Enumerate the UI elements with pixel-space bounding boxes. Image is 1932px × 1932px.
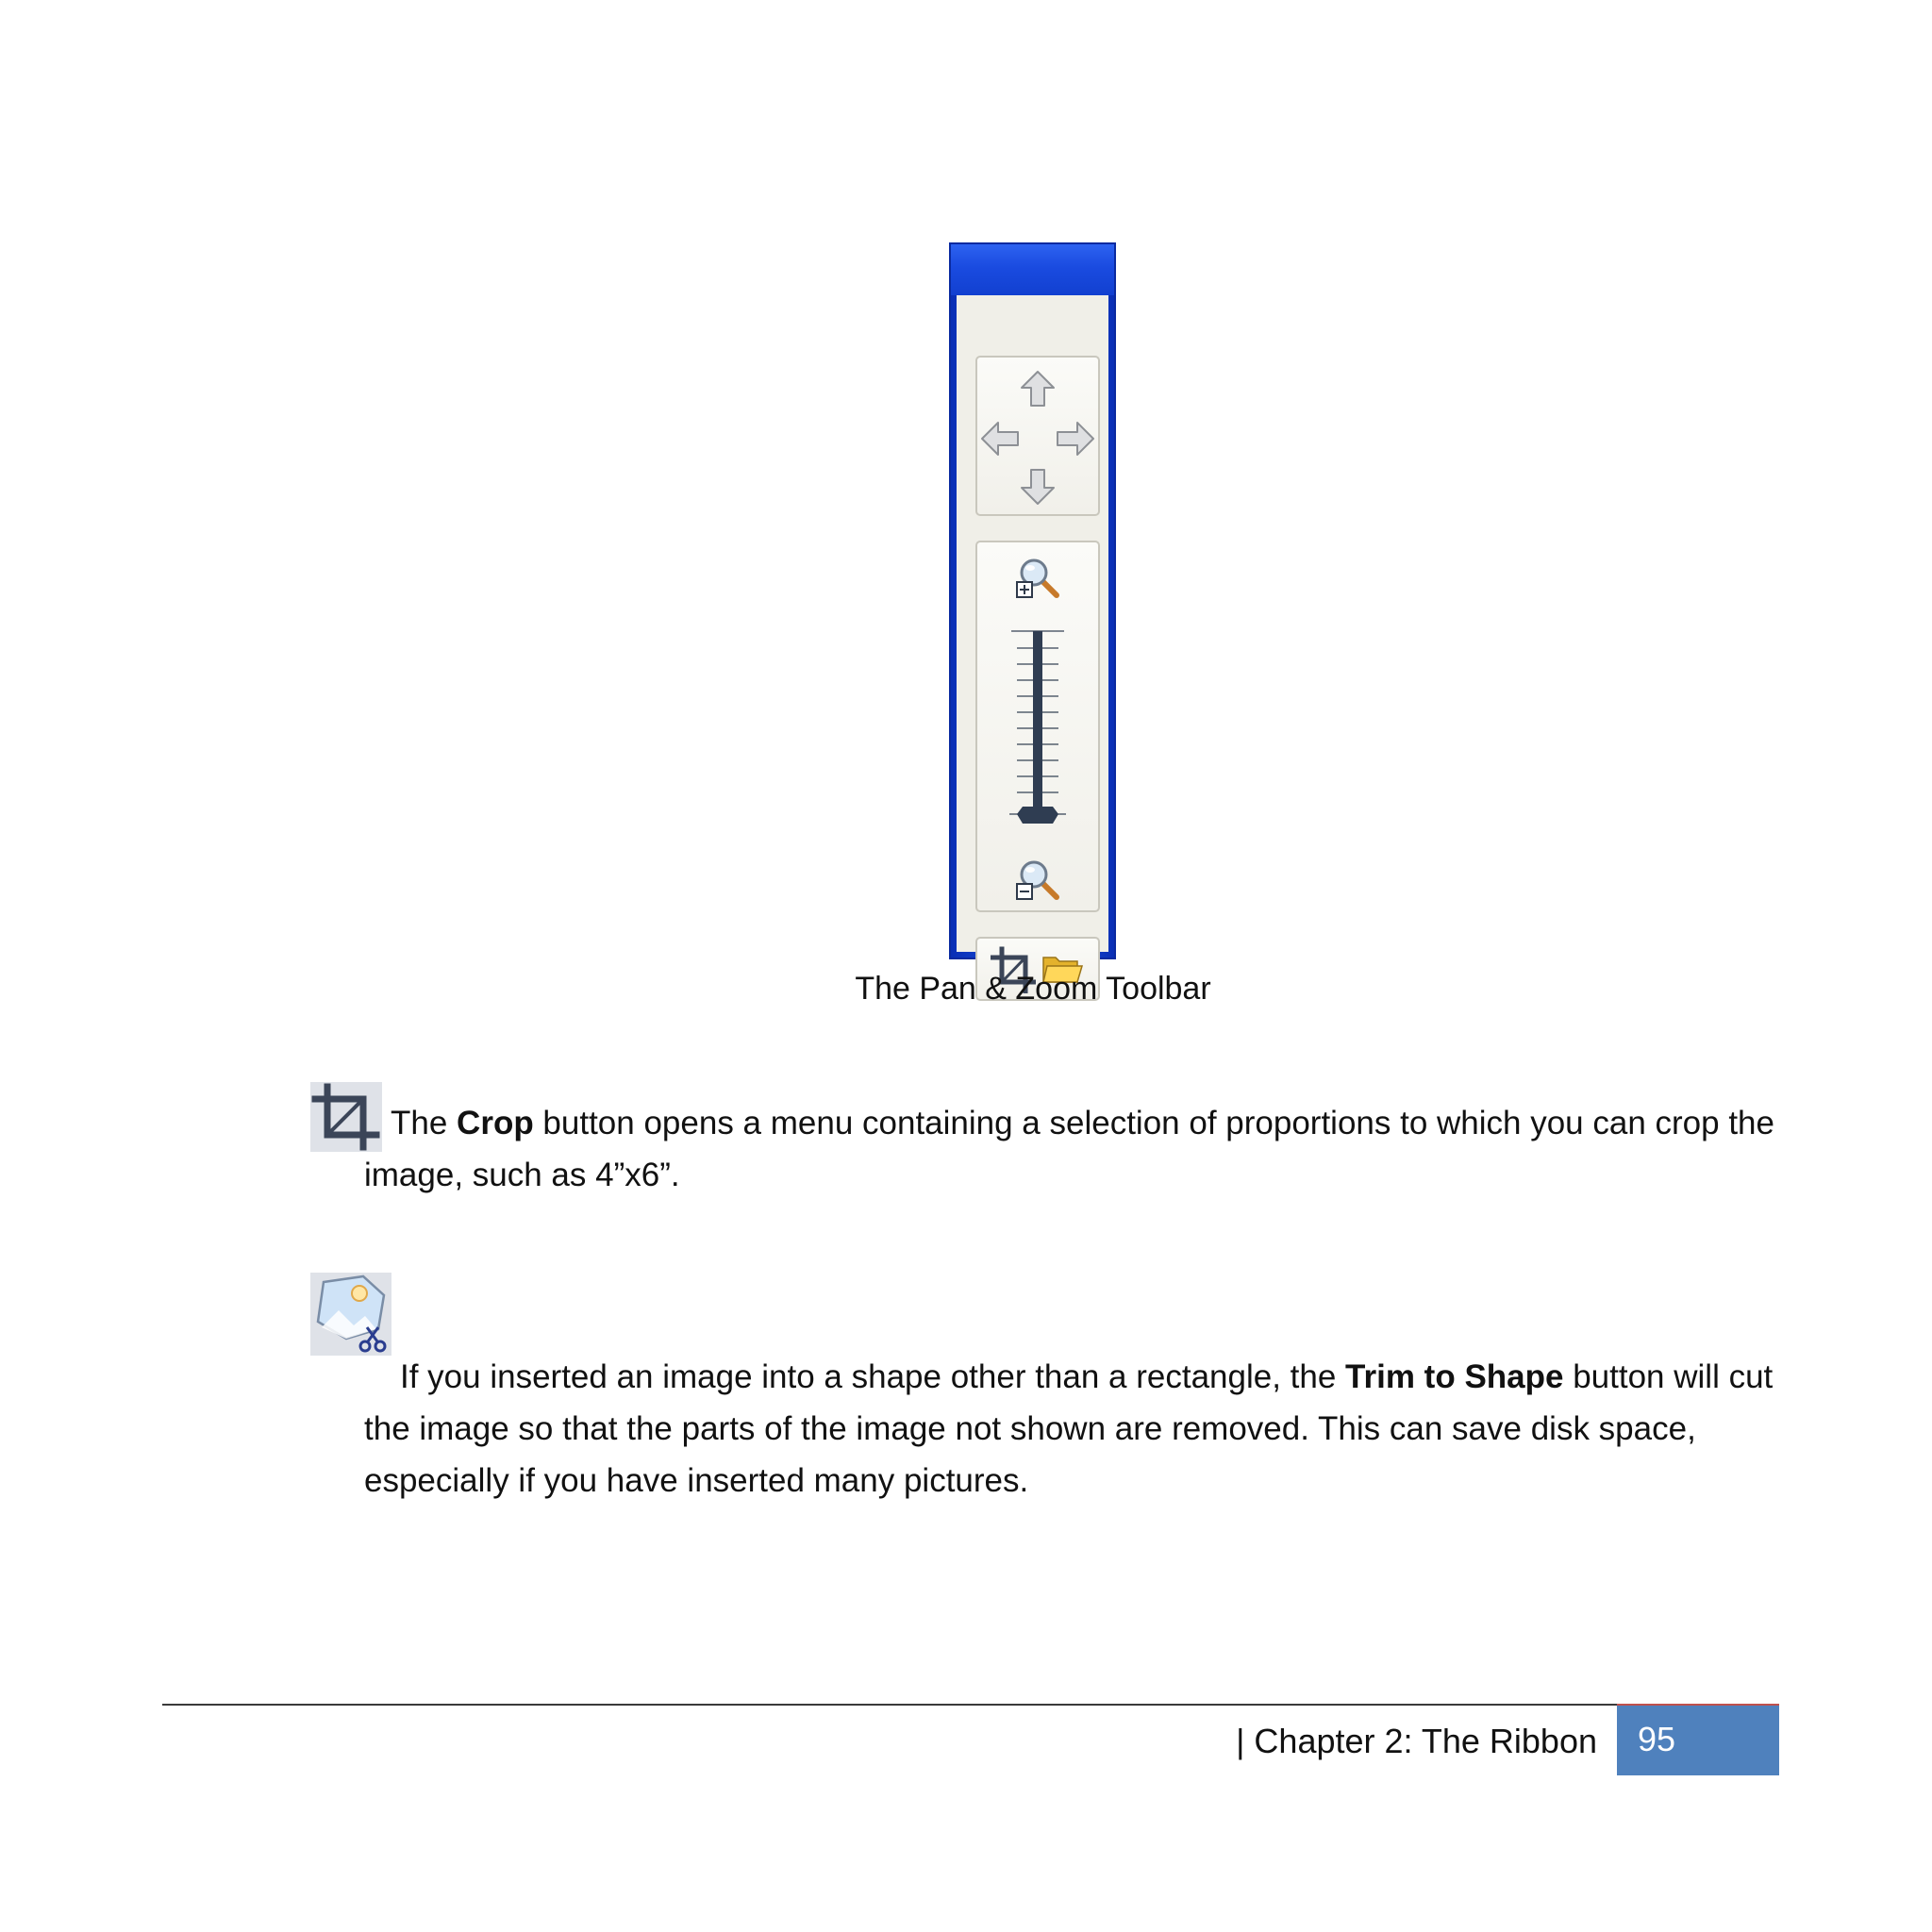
pan-zoom-toolbar xyxy=(949,242,1116,959)
toolbar-body xyxy=(957,295,1108,952)
arrow-up-icon[interactable] xyxy=(1019,369,1057,408)
crop-term: Crop xyxy=(457,1105,534,1141)
trim-text-post: button will cut the image so that the parts of the image not shown are removed. This can save disk space, especially if you have inserted many pictures. xyxy=(364,1358,1774,1499)
zoom-slider-thumb xyxy=(1017,807,1058,824)
crop-paragraph xyxy=(364,1097,1779,1201)
trim-paragraph xyxy=(364,1299,1779,1507)
crop-text-post: button opens a menu containing a selection of proportions to which you can crop the image, such as 4”x6”. xyxy=(364,1105,1774,1193)
zoom-group xyxy=(975,541,1100,912)
footer-chapter-title: | Chapter 2: The Ribbon xyxy=(1236,1722,1597,1760)
page-number: 95 xyxy=(1617,1704,1779,1775)
toolbar-titlebar[interactable] xyxy=(951,244,1114,295)
arrow-left-icon[interactable] xyxy=(979,420,1021,458)
crop-text-pre: The xyxy=(391,1105,458,1141)
zoom-out-icon[interactable] xyxy=(1015,856,1060,901)
arrow-down-icon[interactable] xyxy=(1019,467,1057,507)
arrow-right-icon[interactable] xyxy=(1055,420,1096,458)
zoom-slider[interactable] xyxy=(1004,627,1072,835)
figure-caption: The Pan & Zoom Toolbar xyxy=(855,971,1211,1007)
pan-group xyxy=(975,356,1100,516)
trim-text-pre: If you inserted an image into a shape other than a rectangle, the xyxy=(400,1358,1346,1395)
zoom-in-icon[interactable] xyxy=(1015,554,1060,599)
footer-rule xyxy=(162,1704,1779,1706)
trim-term: Trim to Shape xyxy=(1345,1358,1564,1395)
